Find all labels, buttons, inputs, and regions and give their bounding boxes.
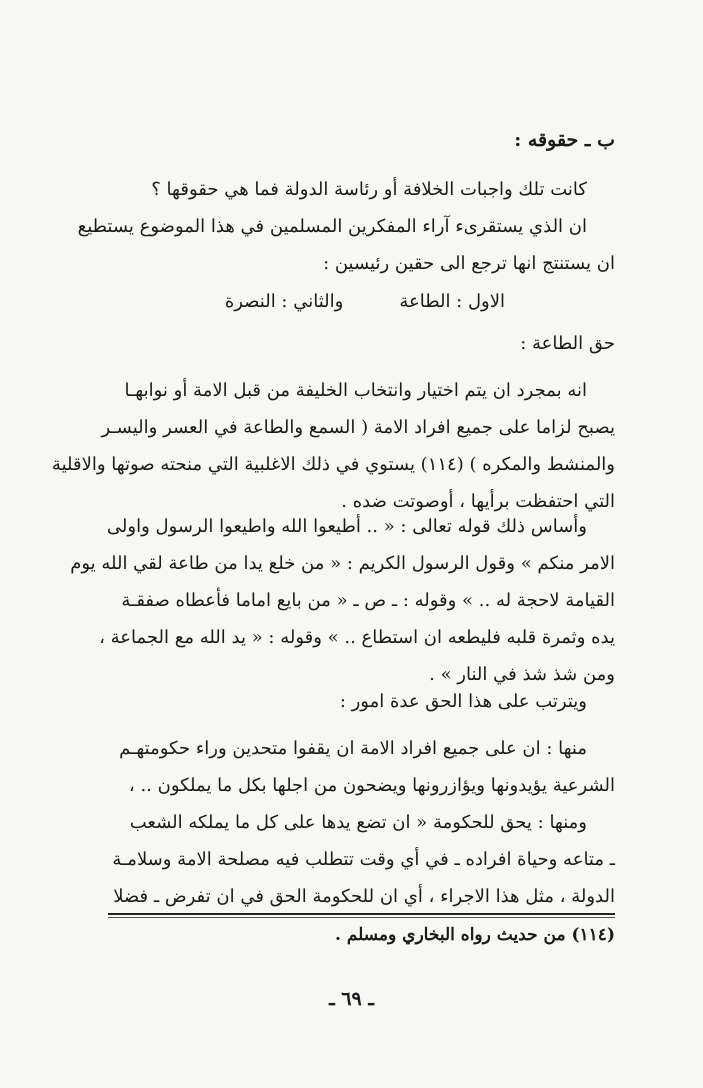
paragraph-2 <box>70 508 615 693</box>
right-first: الاول : الطاعة <box>399 291 505 312</box>
paragraph-1 <box>51 372 615 520</box>
heading-block <box>98 122 615 159</box>
right-second: والثاني : النصرة <box>224 291 344 312</box>
paragraph-line: منها : ان على جميع افراد الامة ان يقفوا متحدين وراء حكومتهـم <box>119 738 587 759</box>
section-title: حق الطاعة : <box>520 333 615 354</box>
paragraph-4 <box>98 730 615 915</box>
rights-row <box>98 283 615 320</box>
paragraph-line: الدولة ، مثل هذا الاجراء ، أي ان للحكومة الحق في ان تفرض ـ فضلا <box>113 886 615 907</box>
intro-line: ان يستنتج انها ترجع الى حقين رئيسين : <box>323 253 615 274</box>
intro-line: كانت تلك واجبات الخلافة أو رئاسة الدولة فما هي حقوقها ؟ <box>151 179 587 200</box>
paragraph-3 <box>98 683 615 720</box>
paragraph-line: الامر منكم » وقول الرسول الكريم : « من خلع يدا من طاعة لقي الله يوم <box>70 553 615 574</box>
paragraph-line: ومنها : يحق للحكومة « ان تضع يدها على كل ما يملكه الشعب <box>129 812 587 833</box>
paragraph-line: والمنشط والمكره ) (١١٤) يستوي في ذلك الاغلبية التي منحته صوتها والاقلية <box>51 454 615 475</box>
footnote-divider <box>108 913 615 915</box>
paragraph-line: التي احتفظت برأيها ، أوصوتت ضده . <box>341 491 615 512</box>
paragraph-line: يده وثمرة قلبه فليطعه ان استطاع .. » وقوله : « يد الله مع الجماعة ، <box>99 627 615 648</box>
section-title-block <box>98 325 615 362</box>
paragraph-line: ـ متاعه وحياة افراده ـ في أي وقت تتطلب فيه مصلحة الامة وسلامـة <box>112 849 615 870</box>
paragraph-line: وأساس ذلك قوله تعالى : « .. أطيعوا الله واطيعوا الرسول واولى <box>106 516 587 537</box>
paragraph-line: يصبح لزاما على جميع افراد الامة ( السمع والطاعة في العسر واليسـر <box>101 417 615 438</box>
paragraph-line: انه بمجرد ان يتم اختيار وانتخاب الخليفة من قبل الامة أو نوابهـا <box>124 380 587 401</box>
page-number: ـ ٦٩ ـ <box>329 988 374 1010</box>
rights-list <box>98 283 615 320</box>
footnote-divider-thin <box>108 917 615 918</box>
intro-line: ان الذي يستقرىء آراء المفكرين المسلمين في هذا الموضوع يستطيع <box>77 216 587 237</box>
paragraph-line: القيامة لاحجة له .. » وقوله : ـ ص ـ « من بايع اماما فأعطاه صفقـة <box>121 590 615 611</box>
paragraph-line: ويترتب على هذا الحق عدة امور : <box>339 691 587 712</box>
paragraph-line: الشرعية يؤيدونها ويؤازرونها ويضحون من اجلها بكل ما يملكون .. ، <box>128 775 615 796</box>
footnote: (١١٤) من حديث رواه البخاري ومسلم . <box>334 925 615 945</box>
section-heading: ب ـ حقوقه : <box>514 129 615 151</box>
paragraph-line: ومن شذ شذ في النار » . <box>429 664 615 685</box>
intro-block <box>77 171 615 282</box>
